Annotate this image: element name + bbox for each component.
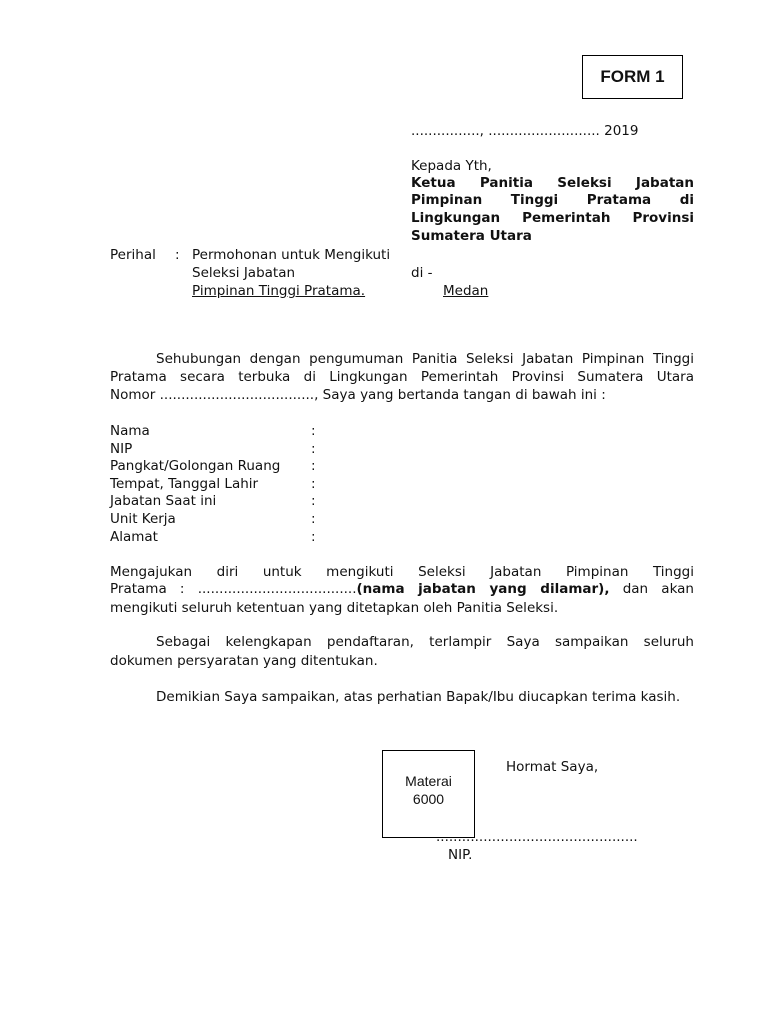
- intro-line: Sehubungan dengan pengumuman Panitia Seleksi Jabatan Pimpinan Tinggi: [156, 351, 694, 367]
- materai-stamp-box: [382, 750, 475, 838]
- field-label-ttl: Tempat, Tanggal Lahir: [110, 476, 259, 492]
- addressee-line: Pimpinan Tinggi Pratama di: [411, 192, 694, 208]
- attach-line: dokumen persyaratan yang ditentukan.: [110, 653, 378, 669]
- field-label-nama: Nama: [110, 423, 150, 439]
- addressee-line: Lingkungan Pemerintah Provinsi: [411, 210, 694, 226]
- addressee-line: Sumatera Utara: [411, 228, 532, 244]
- form-number-label: FORM 1: [582, 55, 683, 99]
- apply-prefix: Pratama : .....................................: [110, 581, 357, 597]
- closing-sentence: Demikian Saya sampaikan, atas perhatian Bapak/Ibu diucapkan terima kasih.: [156, 689, 681, 705]
- position-placeholder: (nama jabatan yang dilamar),: [356, 581, 610, 597]
- perihal-label: Perihal: [110, 247, 156, 263]
- perihal-line: Seleksi Jabatan: [192, 265, 296, 281]
- field-colon: :: [311, 529, 316, 545]
- signature-name-dots: ...............................................: [436, 829, 638, 845]
- regards-text: Hormat Saya,: [506, 759, 599, 775]
- field-colon: :: [311, 423, 316, 439]
- field-colon: :: [311, 493, 316, 509]
- place-city: Medan: [443, 283, 489, 299]
- intro-line: Nomor ...................................., Saya yang bertanda tangan di bawah ini :: [110, 387, 606, 403]
- intro-line: Pratama secara terbuka di Lingkungan Pemerintah Provinsi Sumatera Utara: [110, 369, 694, 385]
- field-colon: :: [311, 511, 316, 527]
- field-colon: :: [311, 458, 316, 474]
- perihal-line: Pimpinan Tinggi Pratama.: [192, 283, 366, 299]
- attach-line: Sebagai kelengkapan pendaftaran, terlampir Saya sampaikan seluruh: [156, 634, 694, 650]
- field-label-nip: NIP: [110, 441, 133, 457]
- addressee-greeting: Kepada Yth,: [411, 158, 492, 174]
- field-label-pangkat: Pangkat/Golongan Ruang: [110, 458, 281, 474]
- apply-line: [110, 581, 694, 599]
- date-line: ................, .......................... 2019: [411, 123, 639, 139]
- perihal-line: Permohonan untuk Mengikuti: [192, 247, 391, 263]
- apply-line: Mengajukan diri untuk mengikuti Seleksi Jabatan Pimpinan Tinggi: [110, 564, 694, 580]
- field-colon: :: [311, 441, 316, 457]
- place-prefix: di -: [411, 265, 433, 281]
- field-colon: :: [311, 476, 316, 492]
- stamp-value: 6000: [412, 791, 445, 807]
- apply-suffix: dan akan: [609, 581, 694, 597]
- stamp-label: Materai: [405, 773, 452, 789]
- field-label-jabatan: Jabatan Saat ini: [110, 493, 217, 509]
- addressee-line: Ketua Panitia Seleksi Jabatan: [411, 175, 694, 191]
- apply-line: mengikuti seluruh ketentuan yang ditetapkan oleh Panitia Seleksi.: [110, 600, 559, 616]
- field-label-alamat: Alamat: [110, 529, 158, 545]
- signature-nip: NIP.: [448, 847, 473, 863]
- field-label-unit-kerja: Unit Kerja: [110, 511, 176, 527]
- perihal-colon: :: [175, 247, 180, 263]
